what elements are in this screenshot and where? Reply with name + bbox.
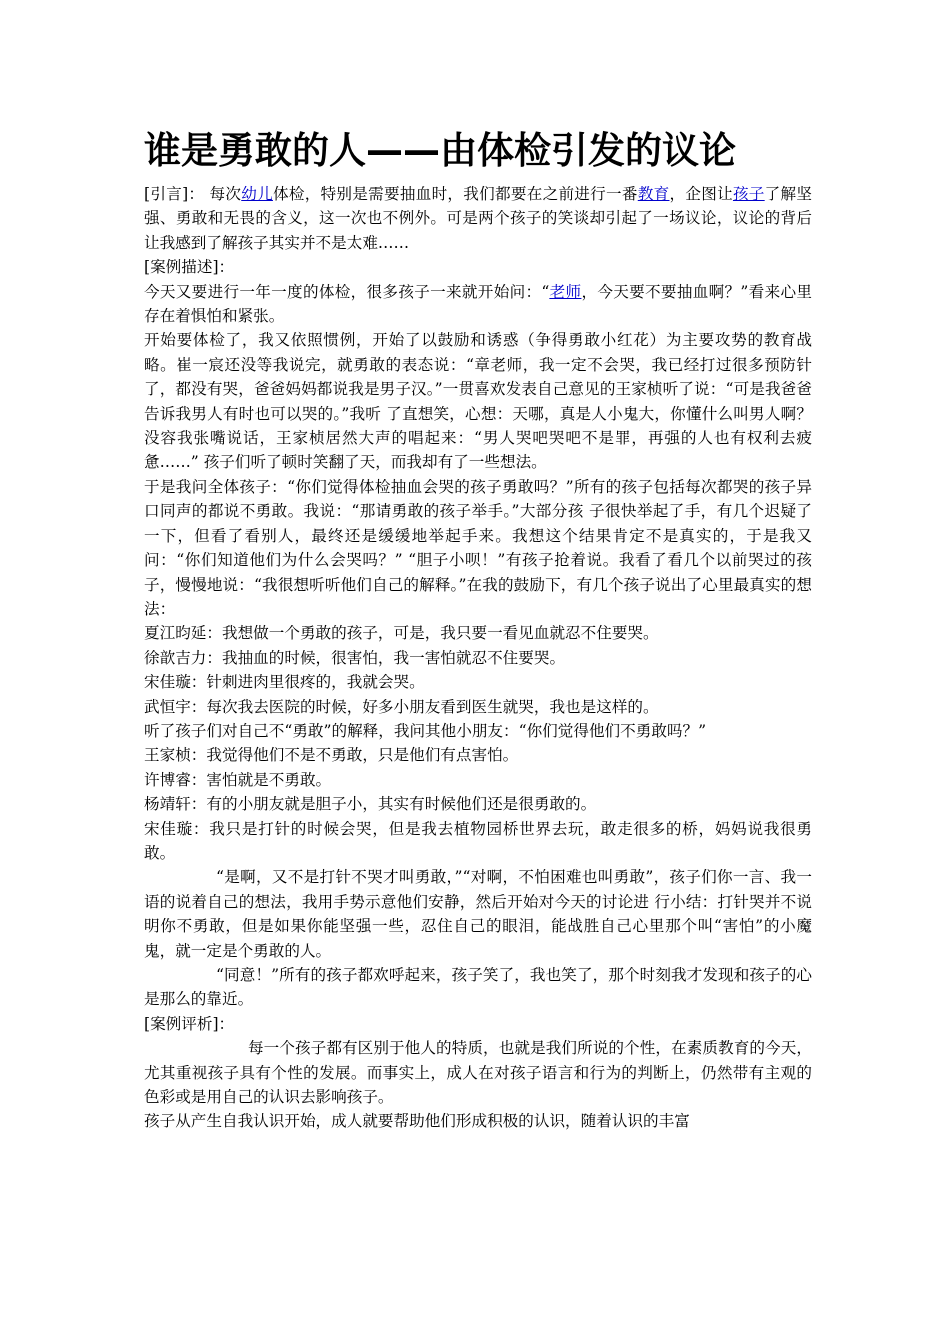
case-analysis-label: [案例评析]： xyxy=(144,1014,235,1033)
child-quote-3: 宋佳璇：针刺进肉里很疼的，我就会哭。 xyxy=(144,673,425,692)
paragraph-1-text-a: 今天又要进行一年一度的体检，很多孩子一来就开始问：“ xyxy=(144,282,550,301)
paragraph-8: 孩子从产生自我认识开始，成人就要帮助他们形成积极的认识，随着认识的丰富 xyxy=(144,1112,690,1131)
paragraph-7: 每一个孩子都有区别于他人的特质，也就是我们所说的个性，在素质教育的今天，尤其重视孩子具有个性的发展。而事实上，成人在对孩子语言和行为的判断上，仍然带有主观的色彩或是用自己的认识去影响孩子。 xyxy=(144,1039,812,1107)
child-response-3: 杨靖轩：有的小朋友就是胆子小，其实有时候他们还是很勇敢的。 xyxy=(144,795,597,814)
link-haizi[interactable]: 孩子 xyxy=(732,185,765,203)
case-description-label: [案例描述]： xyxy=(144,258,235,277)
document-page xyxy=(144,128,812,1134)
intro-paragraph xyxy=(144,182,812,255)
paragraph-4: 听了孩子们对自己不“勇敢”的解释，我问其他小朋友：“你们觉得他们不勇敢吗？” xyxy=(144,721,707,740)
paragraph-6: “同意！”所有的孩子都欢呼起来，孩子笑了，我也笑了，那个时刻我才发现和孩子的心是那么的靠近。 xyxy=(144,966,812,1009)
paragraph-2: 开始要体检了，我又依照惯例，开始了以鼓励和诱惑（争得勇敢小红花）为主要攻势的教育战略。崔一宸还没等我说完，就勇敢的表态说：“章老师，我一定不会哭，我已经打过很多预防针了，都没有哭，爸爸妈妈都说我是男子汉。”一贯喜欢发表自己意见的王家桢听了说：“可是我爸爸告诉我男人有时也可以哭的。”我听 了直想笑，心想：天哪，真是人小鬼大，你懂什么叫男人啊？没容我张嘴说话，王家桢居然大声的唱起来：“男人哭吧哭吧不是罪，再强的人也有权利去疲惫……” 孩子们听了顿时笑翻了天，而我却有了一些想法。 xyxy=(144,331,812,472)
paragraph-5: “是啊，又不是打针不哭才叫勇敢，”“对啊，不怕困难也叫勇敢”，孩子们你一言、我一语的说着自己的想法，我用手势示意他们安静，然后开始对今天的讨论进 行小结：打针哭并不说明你不勇敢，但是如果你能坚强一些，忍住自己的眼泪，能战胜自己心里那个叫“害怕”的小魔鬼，就一定是个勇敢的人。 xyxy=(144,868,812,960)
intro-text-3: ，企图让 xyxy=(669,185,733,203)
link-laoshi[interactable]: 老师 xyxy=(549,282,582,301)
intro-text-1: [引言]： 每次 xyxy=(144,185,242,203)
link-youer[interactable]: 幼儿 xyxy=(241,185,273,203)
child-response-2: 许博睿：害怕就是不勇敢。 xyxy=(144,770,332,789)
intro-text-4: 了解坚强、勇敢和无畏的含义，这一次也不例外。可是两个孩子的笑谈却引起了一场议论，议论的背后让我感到了解孩子其实并不是太难…… xyxy=(144,185,812,252)
paragraph-3: 于是我问全体孩子：“你们觉得体检抽血会哭的孩子勇敢吗？”所有的孩子包括每次都哭的孩子异口同声的都说不勇敢。我说：“那请勇敢的孩子举手。”大部分孩 子很快举起了手，有几个迟疑了一下，但看了看别人，最终还是缓缓地举起手来。我想这个结果肯定不是真实的，于是我又问：“你们知道他们为什么会哭吗？” “胆子小呗！”有孩子抢着说。我看了看几个以前哭过的孩子，慢慢地说：“我很想听听他们自己的解释。”在我的鼓励下，有几个孩子说出了心里最真实的想法： xyxy=(144,477,812,618)
child-quote-2: 徐歆吉力：我抽血的时候，很害怕，我一害怕就忍不住要哭。 xyxy=(144,648,566,667)
child-response-1: 王家桢：我觉得他们不是不勇敢，只是他们有点害怕。 xyxy=(144,746,519,765)
paragraph-1-text-b: ，今天要不要抽血啊？”看来心里存在着惧怕和紧张。 xyxy=(144,282,812,326)
document-title: 谁是勇敢的人——由体检引发的议论 xyxy=(144,129,736,172)
paragraph-1 xyxy=(144,280,812,329)
child-quote-4: 武恒宇：每次我去医院的时候，好多小朋友看到医生就哭，我也是这样的。 xyxy=(144,697,659,716)
link-jiaoyu[interactable]: 教育 xyxy=(637,185,670,203)
intro-text-2: 体检，特别是需要抽血时，我们都要在之前进行一番 xyxy=(272,185,638,203)
child-response-4: 宋佳璇：我只是打针的时候会哭，但是我去植物园桥世界去玩，敢走很多的桥，妈妈说我很勇敢。 xyxy=(144,819,812,862)
child-quote-1: 夏江昀延：我想做一个勇敢的孩子，可是，我只要一看见血就忍不住要哭。 xyxy=(144,624,659,643)
